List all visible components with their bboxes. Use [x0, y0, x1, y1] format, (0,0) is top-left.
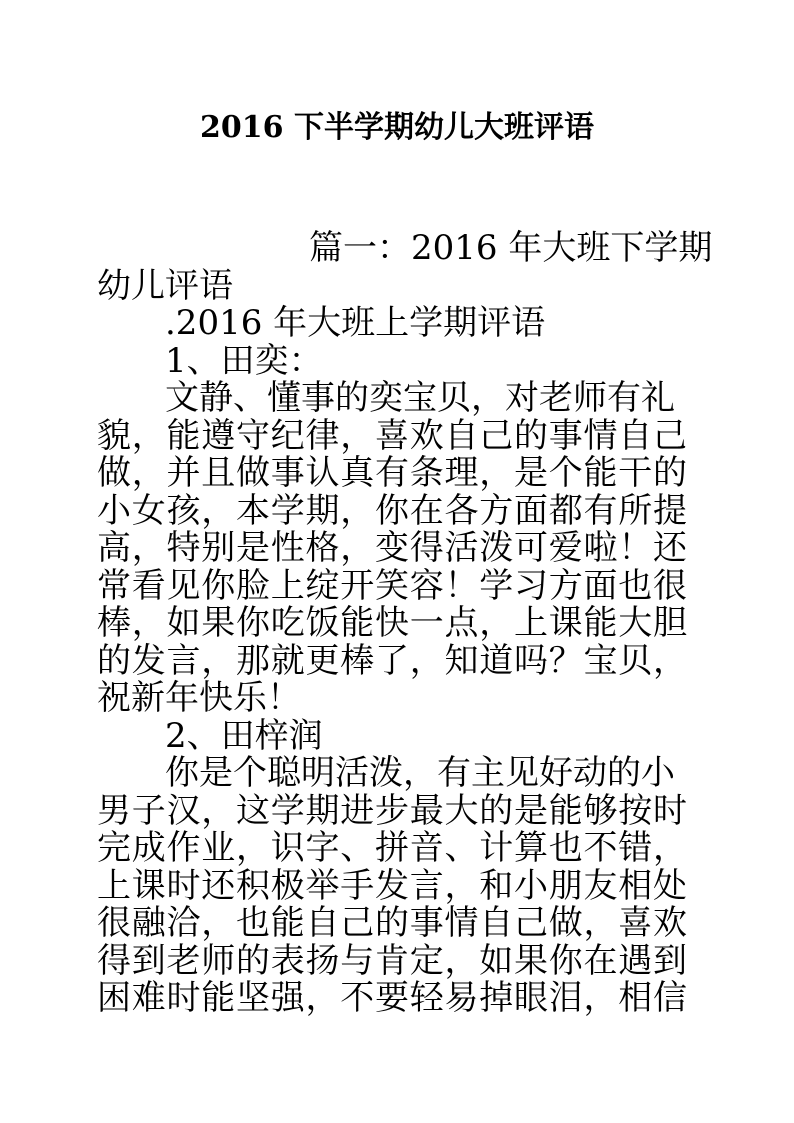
paragraph-line: 祝新年快乐！ [97, 678, 301, 718]
paragraph-line: 你是个聪明活泼，有主见好动的小 [165, 753, 675, 793]
paragraph-line: 上课时还积极举手发言，和小朋友相处 [97, 865, 687, 906]
paragraph-line: 小女孩，本学期，你在各方面都有所提 [97, 490, 687, 531]
paragraph-line: 男子汉，这学期进步最大的是能够按时 [97, 790, 687, 831]
section-heading-line-1: 篇一：2016 年大班下学期 [309, 228, 713, 268]
document-title: 2016 下半学期幼儿大班评语 [200, 110, 594, 145]
student-2-label: 2、田梓润 [165, 715, 323, 756]
document-body [97, 228, 713, 1018]
paragraph-line: 得到老师的表扬与肯定，如果你在遇到 [97, 940, 687, 981]
paragraph-line: 貌，能遵守纪律，喜欢自己的事情自己 [97, 415, 687, 456]
paragraph-line: 做，并且做事认真有条理，是个能干的 [97, 453, 687, 493]
section-heading-line-2: 幼儿评语 [97, 265, 233, 306]
paragraph-line: 文静、懂事的奕宝贝，对老师有礼 [165, 378, 675, 418]
student-1-label: 1、田奕： [165, 340, 323, 381]
subheading: .2016 年大班上学期评语 [165, 303, 546, 343]
paragraph-line: 完成作业，识字、拼音、计算也不错， [97, 828, 687, 868]
paragraph-line: 棒，如果你吃饭能快一点，上课能大胆 [97, 603, 687, 643]
paragraph-line: 常看见你脸上绽开笑容！学习方面也很 [97, 565, 687, 606]
paragraph-line: 高，特别是性格，变得活泼可爱啦！还 [97, 528, 687, 568]
paragraph-line: 的发言，那就更棒了，知道吗？宝贝， [97, 640, 687, 681]
paragraph-line: 很融洽，也能自己的事情自己做，喜欢 [97, 903, 687, 943]
paragraph-line: 困难时能坚强，不要轻易掉眼泪，相信 [97, 978, 687, 1018]
